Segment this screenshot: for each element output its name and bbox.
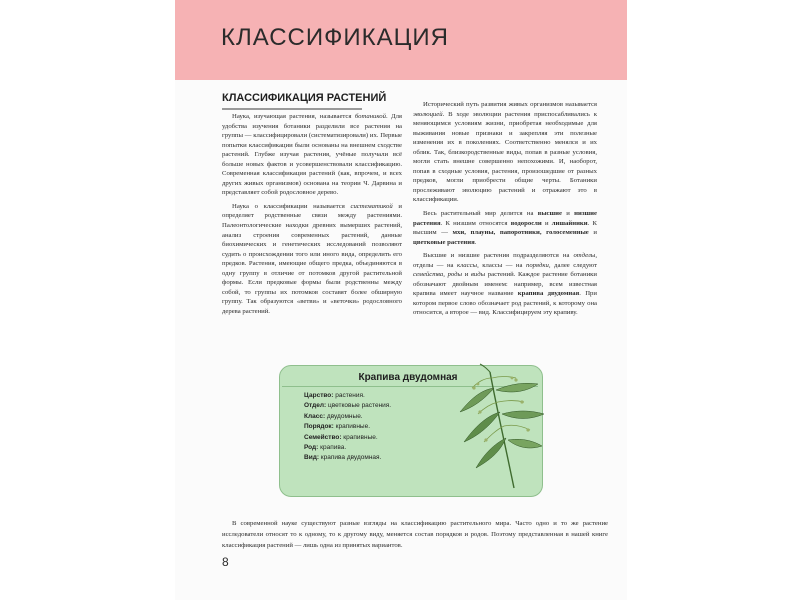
text-run: низшие растения	[413, 210, 597, 227]
taxonomy-list	[304, 391, 391, 464]
taxonomy-row	[304, 412, 391, 422]
left-paragraph-2	[222, 202, 402, 317]
taxonomy-row	[304, 443, 391, 453]
text-run: . В ходе эволюции растения приспосабливались к меняющимся условиям жизни, приобретая необходимые для выживания новые признаки и закрепляя эти полезные изменения их в поколениях. Соответственно менялся и их облик. Так, близкородственные виды, попав в разные условия, могли стать внешне совершенно непохожими. И, наоборот, попав в сходные условия, растения, произошедшие от разных предков, могли приобрести общие черты. Ботаники прослеживают эволюцию растений и отражают это в классификации.	[413, 110, 597, 204]
taxonomy-key: Отдел:	[304, 402, 327, 410]
text-run: отделы	[573, 252, 596, 260]
taxonomy-key: Порядок:	[304, 423, 334, 431]
text-run: . При котором первое слово обозначает род растений, к которому она относится, а второе — вид. Классифицируем эту крапиву.	[413, 290, 597, 317]
taxonomy-value: растения.	[333, 392, 365, 399]
text-run: семейства, роды	[413, 271, 463, 279]
right-paragraph-3	[413, 251, 597, 318]
taxonomy-row	[304, 453, 391, 463]
text-run: и	[561, 210, 575, 218]
text-run: Наука о классификации называется	[232, 202, 351, 210]
text-run: , далее следуют	[548, 261, 598, 269]
text-run: цветковые растения	[413, 238, 475, 246]
taxonomy-value: цветковые растения.	[326, 402, 392, 410]
text-run: высшие	[537, 210, 562, 218]
taxonomy-row	[304, 433, 391, 443]
taxonomy-key: Род:	[304, 444, 319, 452]
text-run: классы	[457, 261, 478, 269]
text-run: Весь растительный мир делится на	[423, 210, 538, 218]
text-run: и	[462, 271, 471, 279]
left-column	[222, 112, 402, 320]
text-run: Высшие и низшие растения подразделяются на	[423, 252, 574, 260]
text-run: эволюцией	[413, 110, 443, 118]
text-run: . К низшим относятся	[440, 219, 511, 227]
taxonomy-key: Царство:	[304, 392, 334, 399]
taxonomy-value: крапивные.	[341, 433, 378, 441]
text-run: виды	[470, 271, 486, 279]
text-run: , отделы — на	[413, 252, 597, 269]
page-number: 8	[222, 555, 229, 569]
right-paragraph-2	[413, 209, 597, 247]
left-paragraph-1	[222, 112, 402, 198]
card-title: Крапива двудомная	[358, 372, 458, 383]
page-title: КЛАССИФИКАЦИЯ	[221, 24, 449, 51]
text-run: систематикой	[350, 202, 393, 210]
nettle-illustration-icon	[450, 360, 550, 492]
taxonomy-key: Класс:	[304, 412, 326, 420]
text-run: и	[541, 219, 552, 227]
taxonomy-value: двудомные.	[325, 412, 363, 420]
section-title: КЛАССИФИКАЦИЯ РАСТЕНИЙ	[222, 92, 387, 104]
taxonomy-row	[304, 401, 391, 411]
text-run: водоросли	[510, 219, 542, 227]
text-run: .	[474, 238, 477, 246]
text-run: и	[588, 229, 597, 237]
right-paragraph-1	[413, 100, 597, 205]
text-run: . К высшим —	[413, 219, 597, 237]
text-run: ботаникой	[354, 113, 386, 120]
right-column	[413, 100, 597, 322]
text-run: . Для удобства изучения ботаники разделили все растения на группы — классифицировали (систематизировали) их. Первые попытки классификации были основаны на внешнем сходстве растений. Глубже изучая растения, учёные получали всё больше новых фактов и усовершенствовали классификацию. Современная классификация растений (как, впрочем, и всех других живых организмов) основана на теории Ч. Дарвина и представляет собой родословное дерево.	[222, 113, 402, 197]
taxonomy-row	[304, 422, 391, 432]
text-run: и определяет родственные связи между растениями. Палеонтологические находки древних вымерших растений, анализ строения современных растений, данные биохимических и генетических исследований позволяют судить о происхождении того или иного вида, определить его предков. Растения, имеющие общего предка, объединяются в одну группу в отличие от потомков другой растительной формы. Если предковые формы были родственны между собой, то группы их потомков составят более обширную группу. Так образуются «ветви» и «веточки» родословного дерева растений.	[222, 202, 402, 315]
taxonomy-value: крапива.	[318, 444, 347, 452]
taxonomy-key: Вид:	[304, 454, 319, 462]
text-run: мхи, плауны, папоротники, голосеменные	[452, 229, 589, 237]
text-run: порядки	[525, 261, 549, 269]
text-run: растений. Каждое растение ботаники обозначают двойным именем: например, всем известная крапива имеет научное название	[413, 271, 597, 298]
text-run: лишайники	[551, 219, 588, 227]
bottom-paragraph	[222, 519, 608, 551]
taxonomy-value: крапивные.	[333, 423, 371, 431]
text-run: крапива двудомная	[517, 290, 580, 298]
text-run: Исторический путь развития живых организмов называется	[423, 101, 597, 108]
bottom-text: В современной науке существуют разные взгляды на классификацию растительного мира. Часто одно и то же растение исследователи относят то к одному, то к другому виду, меняется состав порядков и родов. Поэтому представленная в нашей книге классификация растений — лишь одна из принятых вариантов.	[222, 520, 608, 549]
section-title-rule	[222, 108, 362, 110]
taxonomy-row	[304, 391, 391, 401]
taxonomy-value: крапива двудомная.	[318, 454, 382, 462]
text-run: , классы — на	[477, 261, 526, 269]
text-run: Наука, изучающая растения, называется	[232, 113, 355, 120]
taxonomy-key: Семейство:	[304, 433, 342, 441]
